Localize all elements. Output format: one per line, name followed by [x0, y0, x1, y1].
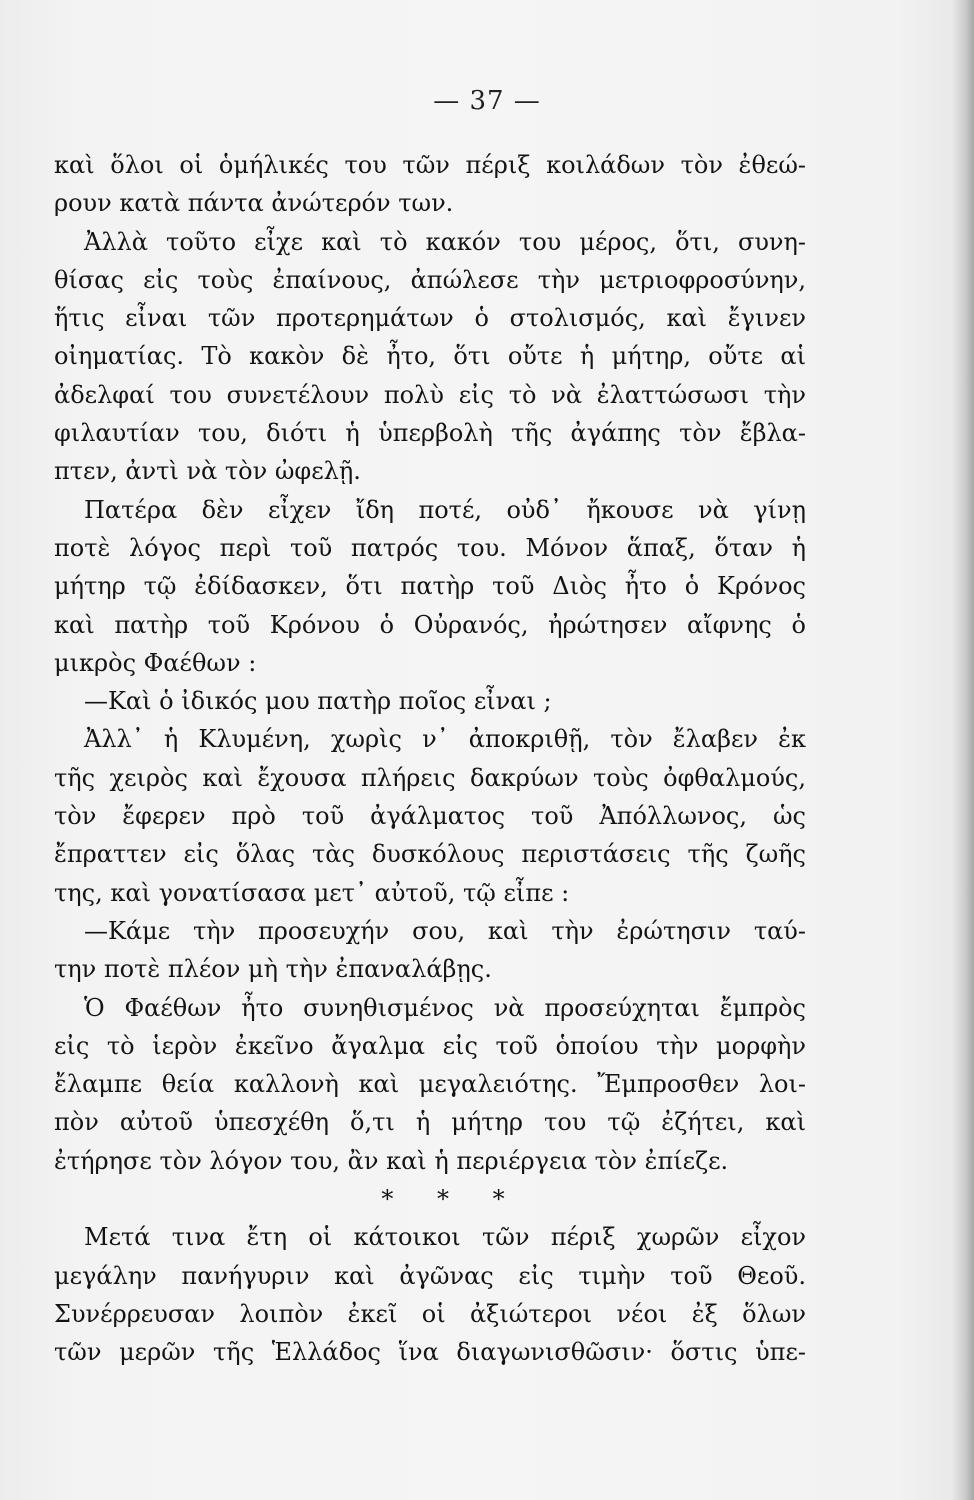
text-line: καὶ ὅλοι οἱ ὁμήλικές του τῶν πέριξ κοιλάδων τὸν ἐθεώ- — [54, 151, 806, 179]
text-line: Συνέρρευσαν λοιπὸν ἐκεῖ οἱ ἀξιώτεροι νέοι ἐξ ὅλων — [54, 1299, 806, 1328]
text-line: Ἀλλ᾽ ἡ Κλυμένη, χωρὶς ν᾽ ἀποκριθῇ, τὸν ἔλαβεν ἐκ — [84, 725, 806, 754]
text-line: Ἀλλὰ τοῦτο εἶχε καὶ τὸ κακόν του μέρος, ὅτι, συνη- — [84, 227, 806, 256]
text-line: πὸν αὐτοῦ ὑπεσχέθη ὅ,τι ἡ μήτηρ του τῷ ἐζήτει, καὶ — [54, 1108, 806, 1137]
text-line: —Καὶ ὁ ἰδικός μου πατὴρ ποῖος εἶναι ; — [84, 687, 552, 716]
text-line: Ὁ Φαέθων ἦτο συνηθισμένος νὰ προσεύχηται ἔμπρὸς — [84, 993, 806, 1022]
text-line: μικρὸς Φαέθων : — [54, 648, 257, 677]
text-line: πτεν, ἀντὶ νὰ τὸν ὠφελῇ. — [54, 457, 361, 486]
page-edge-shadow — [952, 0, 974, 1500]
text-line: μεγάλην πανήγυριν καὶ ἀγῶνας εἰς τιμὴν τοῦ Θεοῦ. — [54, 1261, 806, 1290]
paragraph — [54, 146, 806, 223]
text-line: Μετά τινα ἔτη οἱ κάτοικοι τῶν πέριξ χωρῶν εἶχον — [84, 1223, 806, 1252]
text-line: Πατέρα δὲν εἶχεν ἴδη ποτέ, οὐδ᾽ ἤκουσε νὰ γίνῃ — [84, 495, 806, 524]
paragraph — [54, 912, 806, 989]
text-line: εἰς τὸ ἱερὸν ἐκεῖνο ἄγαλμα εἰς τοῦ ὁποίου τὴν μορφὴν — [54, 1031, 806, 1060]
paragraph — [54, 682, 806, 720]
text-line: ρουν κατὰ πάντα ἀνώτερόν των. — [54, 189, 454, 218]
text-line: τὸν ἔφερεν πρὸ τοῦ ἀγάλματος τοῦ Ἀπόλλωνος, ὡς — [54, 802, 806, 831]
paragraph — [54, 491, 806, 682]
text-line: θίσας εἰς τοὺς ἐπαίνους, ἀπώλεσε τὴν μετριοφροσύνην, — [54, 265, 806, 294]
text-line: μήτηρ τῷ ἐδίδασκεν, ὅτι πατὴρ τοῦ Διὸς ἦτο ὁ Κρόνος — [54, 572, 806, 601]
text-line: καὶ πατὴρ τοῦ Κρόνου ὁ Οὐρανός, ἠρώτησεν αἴφνης ὁ — [54, 610, 806, 639]
section-separator: * * * — [381, 1185, 523, 1214]
body-text — [54, 146, 806, 1372]
text-line: της, καὶ γονατίσασα μετ᾽ αὐτοῦ, τῷ εἶπε : — [54, 878, 570, 907]
text-line: τῶν μερῶν τῆς Ἑλλάδος ἵνα διαγωνισθῶσιν· ὅστις ὑπε- — [54, 1338, 806, 1367]
page-number: — 37 — — [433, 86, 541, 116]
text-line: την ποτὲ πλέον μὴ τὴν ἐπαναλάβῃς. — [54, 955, 492, 984]
paragraph — [54, 1218, 806, 1371]
text-line: ἔλαμπε θεία καλλονὴ καὶ μεγαλειότης. Ἔμπροσθεν λοι- — [54, 1070, 806, 1099]
text-line: ἀδελφαί του συνετέλουν πολὺ εἰς τὸ νὰ ἐλαττώσωσι τὴν — [54, 380, 806, 409]
paragraph — [54, 223, 806, 491]
text-line: ποτὲ λόγος περὶ τοῦ πατρός του. Μόνον ἅπαξ, ὅταν ἡ — [54, 533, 806, 562]
text-line: —Κάμε τὴν προσευχήν σου, καὶ τὴν ἐρώτησιν ταύ- — [84, 916, 806, 945]
text-line: φιλαυτίαν του, διότι ἡ ὑπερβολὴ τῆς ἀγάπης τὸν ἔβλα- — [54, 419, 806, 448]
text-line: ἔπραττεν εἰς ὅλας τὰς δυσκόλους περιστάσεις τῆς ζωῆς — [54, 840, 806, 869]
text-line: ἥτις εἶναι τῶν προτερημάτων ὁ στολισμός, καὶ ἔγινεν — [54, 304, 806, 333]
paragraph — [54, 720, 806, 911]
text-line: ἐτήρησε τὸν λόγον του, ἂν καὶ ἡ περιέργεια τὸν ἐπίεζε. — [54, 1146, 729, 1175]
text-line: οἰηματίας. Τὸ κακὸν δὲ ἦτο, ὅτι οὔτε ἡ μήτηρ, οὔτε αἱ — [54, 342, 806, 371]
text-line: τῆς χειρὸς καὶ ἔχουσα πλήρεις δακρύων τοὺς ὀφθαλμούς, — [54, 763, 806, 792]
paragraph — [54, 989, 806, 1180]
